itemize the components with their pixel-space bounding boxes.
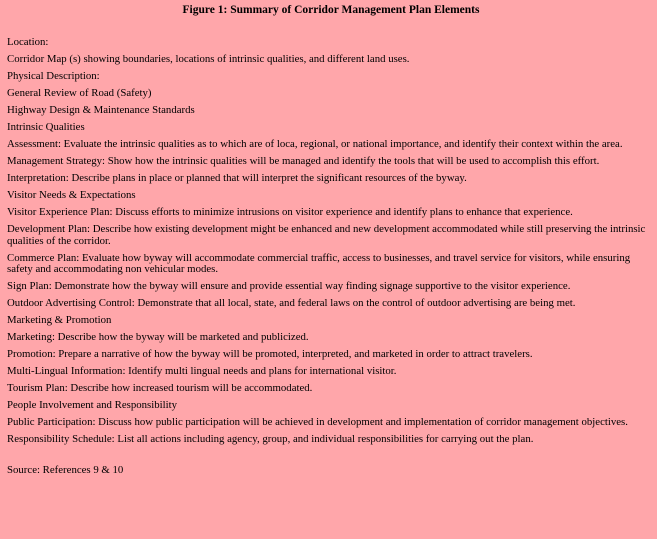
item-commerce-plan: Commerce Plan: Evaluate how byway will accommodate commercial traffic, access to businesses, and travel service for visitors, while ensuring safety and accommodating non vehicular modes.: [7, 251, 631, 275]
item-development-plan: Development Plan: Describe how existing development might be enhanced and new development accommodated while still preserving the intrinsic qualities of the corridor.: [7, 223, 646, 247]
item-marketing-promotion: Marketing & Promotion: [7, 314, 112, 326]
item-promotion: Promotion: Prepare a narrative of how the byway will be promoted, interpreted, and marketed in order to attract travelers.: [7, 348, 533, 360]
item-interpretation: Interpretation: Describe plans in place or planned that will interpret the significant resources of the byway.: [7, 172, 467, 184]
item-management-strategy: Management Strategy: Show how the intrinsic qualities will be managed and identify the tools that will be used to accomplish this effort.: [7, 155, 600, 167]
item-marketing: Marketing: Describe how the byway will be marketed and publicized.: [7, 331, 309, 343]
figure-source: Source: References 9 & 10: [7, 463, 124, 476]
item-road-safety: General Review of Road (Safety): [7, 87, 152, 99]
item-sign-plan: Sign Plan: Demonstrate how the byway will ensure and provide essential way finding signage supportive to the visitor experience.: [7, 280, 571, 292]
item-responsibility-schedule: Responsibility Schedule: List all actions including agency, group, and individual responsibilities for carrying out the plan.: [7, 433, 534, 445]
item-outdoor-advertising: Outdoor Advertising Control: Demonstrate that all local, state, and federal laws on the control of outdoor advertising are being met.: [7, 297, 576, 309]
item-visitor-needs: Visitor Needs & Expectations: [7, 189, 136, 201]
item-people-involvement: People Involvement and Responsibility: [7, 399, 178, 411]
item-location: Location:: [7, 36, 49, 48]
item-visitor-experience-plan: Visitor Experience Plan: Discuss efforts to minimize intrusions on visitor experience and identify plans to enhance that experience.: [7, 206, 573, 218]
item-multilingual: Multi-Lingual Information: Identify multi lingual needs and plans for international visitor.: [7, 365, 397, 377]
figure-title: Figure 1: Summary of Corridor Management Plan Elements: [182, 4, 480, 16]
item-corridor-map: Corridor Map (s) showing boundaries, locations of intrinsic qualities, and different land uses.: [7, 53, 410, 65]
item-public-participation: Public Participation: Discuss how public participation will be achieved in development and implementation of corridor management objectives.: [7, 416, 628, 428]
item-highway-design: Highway Design & Maintenance Standards: [7, 104, 195, 116]
item-intrinsic-qualities: Intrinsic Qualities: [7, 121, 85, 133]
item-physical-description: Physical Description:: [7, 70, 100, 82]
item-assessment: Assessment: Evaluate the intrinsic qualities as to which are of loca, regional, or national importance, and identify their context within the area.: [7, 138, 623, 150]
item-tourism-plan: Tourism Plan: Describe how increased tourism will be accommodated.: [7, 382, 313, 394]
